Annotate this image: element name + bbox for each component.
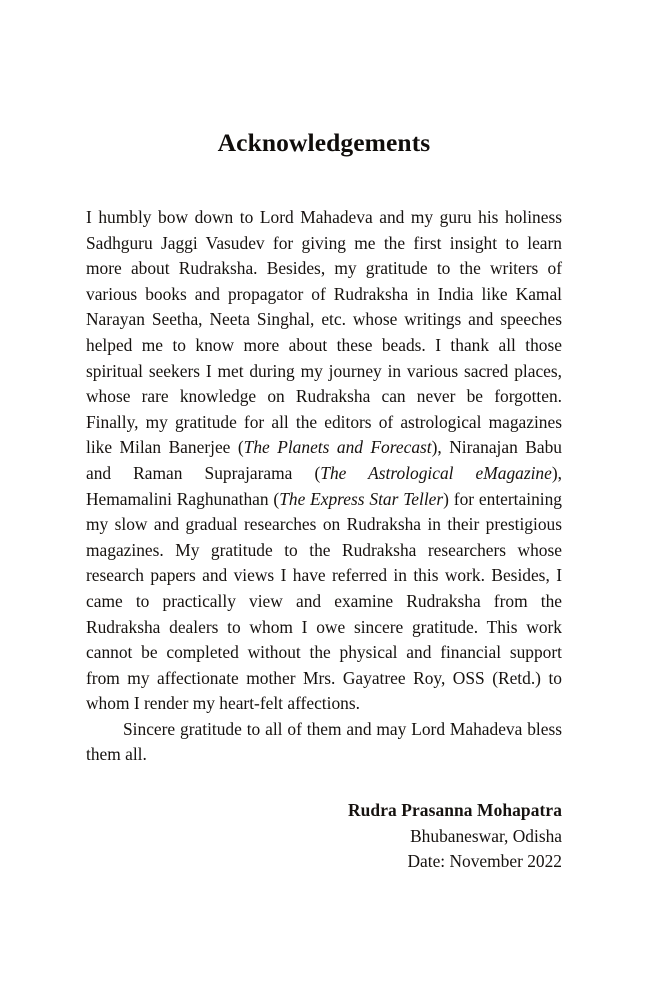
page-content <box>86 0 562 875</box>
signature-author-name: Rudra Prasanna Mohapatra <box>348 800 562 821</box>
signature-block <box>86 768 562 875</box>
signature-location: Bhubaneswar, Odisha <box>410 825 562 846</box>
italic-title: The Astrological eMagazine <box>320 462 552 483</box>
italic-title: The Express Star Teller <box>279 488 444 509</box>
page-title: Acknowledgements <box>217 128 431 157</box>
italic-title: The Planets and Forecast <box>243 437 432 458</box>
acknowledgements-paragraph-1: I humbly bow down to Lord Mahadeva and my guru his holiness Sadhguru Jaggi Vasudev for giving me the first insight to learn more about Rudraksha. Besides, my gratitude to the writers of various books and propagator of Rudraksha in India like Kamal Narayan Seetha, Neeta Singhal, etc. whose writings and speeches helped me to know more about these beads. I thank all those spiritual seekers I met during my journey in various sacred places, whose rare knowledge on Rudraksha can never be forgotten. Finally, my gratitude for all the editors of astrological magazines like Milan Banerjee (The Planets and Forecast), Niranajan Babu and Raman Suprajarama (The Astrological eMagazine), Hemamalini Raghunathan (The Express Star Teller) for entertaining my slow and gradual researches on Rudraksha in their prestigious magazines. My gratitude to the Rudraksha researchers whose research papers and views I have referred in this work. Besides, I came to practically view and examine Rudraksha from the Rudraksha dealers to whom I owe sincere gratitude. This work cannot be completed without the physical and financial support from my affectionate mother Mrs. Gayatree Roy, OSS (Retd.) to whom I render my heart-felt affections. <box>86 207 562 714</box>
acknowledgements-paragraph-2: Sincere gratitude to all of them and may Lord Mahadeva bless them all. <box>86 718 562 765</box>
signature-date: Date: November 2022 <box>407 851 562 872</box>
